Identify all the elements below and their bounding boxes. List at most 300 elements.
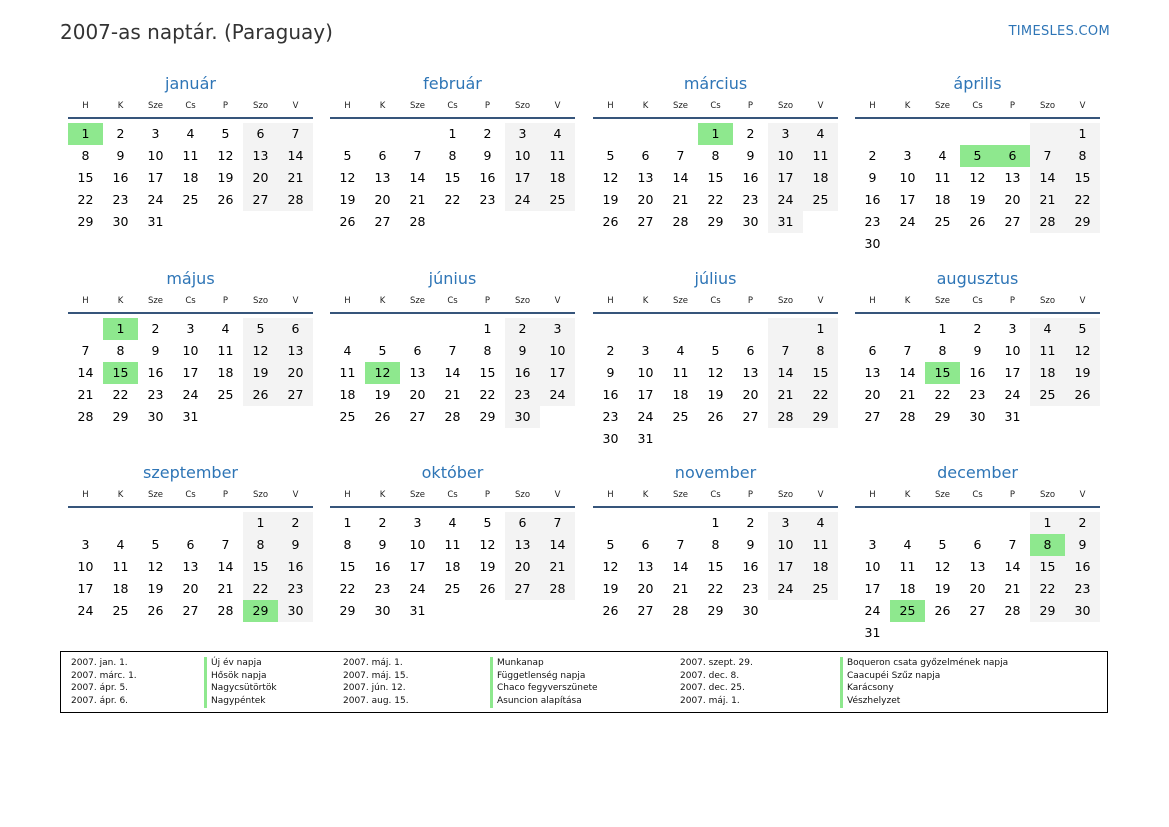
day-cell: 28 — [444, 409, 461, 424]
day-cell: 24 — [505, 189, 540, 211]
day-cell: 13 — [969, 559, 986, 574]
empty-day-cell — [925, 622, 960, 644]
day-cell: 21 — [768, 384, 803, 406]
legend-holiday-name: Nagycsütörtök — [211, 683, 277, 694]
week-row — [330, 340, 575, 362]
day-cell: 13 — [374, 170, 391, 185]
month-block — [330, 73, 575, 233]
day-cell: 19 — [217, 170, 234, 185]
legend-date: 2007. jún. 12. — [343, 683, 406, 694]
day-cell: 3 — [151, 126, 160, 141]
week-row — [855, 145, 1100, 167]
month-block — [593, 268, 838, 450]
day-cell: 22 — [707, 581, 724, 596]
month-block — [593, 73, 838, 233]
empty-day-cell — [400, 318, 435, 340]
day-cell: 28 — [768, 406, 803, 428]
day-cell: 5 — [378, 343, 387, 358]
day-cell: 6 — [186, 537, 195, 552]
day-cell: 29 — [112, 409, 129, 424]
day-cell: 13 — [243, 145, 278, 167]
day-cell: 21 — [540, 556, 575, 578]
day-cell: 29 — [1030, 600, 1065, 622]
day-cell: 23 — [278, 578, 313, 600]
day-cell: 2 — [973, 321, 982, 336]
day-cell: 2 — [1065, 512, 1100, 534]
weekday-label: V — [817, 101, 824, 111]
week-row — [593, 578, 838, 600]
day-cell: 3 — [768, 123, 803, 145]
day-cell: 27 — [637, 603, 654, 618]
day-cell: 28 — [278, 189, 313, 211]
weekday-label: K — [379, 101, 386, 111]
day-cell: 14 — [672, 170, 689, 185]
day-cell: 11 — [672, 365, 689, 380]
day-cell: 25 — [444, 581, 461, 596]
week-row — [68, 189, 313, 211]
day-cell: 27 — [243, 189, 278, 211]
empty-day-cell — [890, 123, 925, 145]
day-cell: 9 — [483, 148, 492, 163]
day-cell: 11 — [803, 145, 838, 167]
day-cell: 26 — [934, 603, 951, 618]
day-cell: 16 — [112, 170, 129, 185]
day-cell: 29 — [803, 406, 838, 428]
weekday-label: Sze — [672, 101, 689, 111]
weekday-label: Sze — [672, 296, 689, 306]
day-cell: 27 — [969, 603, 986, 618]
week-row — [68, 340, 313, 362]
day-cell: 6 — [973, 537, 982, 552]
empty-day-cell — [890, 318, 925, 340]
day-cell: 22 — [243, 578, 278, 600]
day-cell: 23 — [742, 192, 759, 207]
day-cell: 30 — [278, 600, 313, 622]
day-cell: 15 — [444, 170, 461, 185]
month-name: december — [937, 463, 1018, 482]
weekday-label: Cs — [710, 490, 721, 500]
day-cell: 21 — [217, 581, 234, 596]
weekday-label: K — [117, 490, 124, 500]
week-row — [855, 123, 1100, 145]
day-cell: 25 — [1030, 384, 1065, 406]
day-cell: 20 — [505, 556, 540, 578]
day-cell: 28 — [217, 603, 234, 618]
weekday-label: H — [82, 101, 89, 111]
week-row — [855, 578, 1100, 600]
month-name: január — [165, 74, 216, 93]
weekday-label: V — [554, 101, 561, 111]
legend-date: 2007. máj. 15. — [343, 670, 409, 681]
empty-day-cell — [1065, 233, 1100, 255]
day-cell: 28 — [899, 409, 916, 424]
day-cell: 25 — [182, 192, 199, 207]
day-cell: 29 — [934, 409, 951, 424]
holiday-legend — [60, 651, 1108, 713]
day-cell: 1 — [1030, 512, 1065, 534]
empty-day-cell — [663, 123, 698, 145]
day-cell: 4 — [116, 537, 125, 552]
day-cell: 8 — [81, 148, 90, 163]
empty-day-cell — [960, 622, 995, 644]
empty-day-cell — [663, 318, 698, 340]
weekday-label: K — [117, 101, 124, 111]
day-cell: 17 — [899, 192, 916, 207]
day-cell: 24 — [768, 189, 803, 211]
week-row — [593, 384, 838, 406]
empty-day-cell — [768, 318, 803, 340]
day-cell: 29 — [339, 603, 356, 618]
day-cell: 23 — [969, 387, 986, 402]
week-row — [330, 211, 575, 233]
day-cell: 19 — [602, 192, 619, 207]
month-name: április — [953, 74, 1002, 93]
weekday-header — [593, 96, 838, 119]
weekday-label: P — [747, 101, 754, 111]
day-cell: 5 — [606, 537, 615, 552]
day-cell: 15 — [103, 362, 138, 384]
day-cell: 22 — [707, 192, 724, 207]
week-row — [593, 123, 838, 145]
legend-holiday-name: Nagypéntek — [211, 696, 266, 707]
month-block — [593, 462, 838, 622]
day-cell: 25 — [803, 578, 838, 600]
day-cell: 9 — [746, 537, 755, 552]
day-cell: 8 — [1065, 145, 1100, 167]
legend-holiday-name: Új év napja — [211, 658, 262, 668]
day-cell: 7 — [1030, 145, 1065, 167]
day-cell: 22 — [1030, 578, 1065, 600]
day-cell: 8 — [711, 537, 720, 552]
day-cell: 24 — [864, 603, 881, 618]
day-cell: 17 — [540, 362, 575, 384]
day-cell: 3 — [768, 512, 803, 534]
empty-day-cell — [243, 211, 278, 233]
empty-day-cell — [470, 600, 505, 622]
empty-day-cell — [470, 211, 505, 233]
weekday-label: Szo — [252, 296, 269, 306]
week-row — [68, 600, 313, 622]
day-cell: 20 — [374, 192, 391, 207]
month-name: június — [428, 269, 477, 288]
month-name: május — [166, 269, 215, 288]
day-cell: 2 — [868, 148, 877, 163]
weekday-label: P — [1009, 490, 1016, 500]
day-cell: 12 — [243, 340, 278, 362]
month-name: július — [694, 269, 737, 288]
empty-day-cell — [540, 600, 575, 622]
day-cell: 22 — [77, 192, 94, 207]
day-cell: 7 — [540, 512, 575, 534]
day-cell: 23 — [505, 384, 540, 406]
legend-holiday-name: Boqueron csata győzelmének napja — [847, 658, 1009, 668]
day-cell: 26 — [707, 409, 724, 424]
weekday-label: P — [222, 101, 229, 111]
weekday-label: Szo — [252, 101, 269, 111]
day-cell: 6 — [505, 512, 540, 534]
day-cell: 15 — [479, 365, 496, 380]
weekday-label: V — [1079, 296, 1086, 306]
day-cell: 23 — [112, 192, 129, 207]
day-cell: 2 — [116, 126, 125, 141]
day-cell: 21 — [278, 167, 313, 189]
empty-day-cell — [663, 512, 698, 534]
week-row — [593, 167, 838, 189]
day-cell: 22 — [1065, 189, 1100, 211]
week-row — [593, 340, 838, 362]
week-row — [68, 578, 313, 600]
day-cell: 4 — [803, 512, 838, 534]
empty-day-cell — [505, 211, 540, 233]
day-cell: 21 — [409, 192, 426, 207]
day-cell: 25 — [112, 603, 129, 618]
day-cell: 11 — [899, 559, 916, 574]
day-cell: 8 — [483, 343, 492, 358]
weekday-label: H — [344, 296, 351, 306]
day-cell: 19 — [479, 559, 496, 574]
week-row — [68, 534, 313, 556]
weekday-label: V — [554, 296, 561, 306]
legend-holiday-name: Karácsony — [847, 683, 894, 694]
day-cell: 13 — [278, 340, 313, 362]
day-cell: 2 — [505, 318, 540, 340]
day-cell: 27 — [742, 409, 759, 424]
day-cell: 4 — [343, 343, 352, 358]
day-cell: 2 — [278, 512, 313, 534]
day-cell: 14 — [540, 534, 575, 556]
month-block — [68, 462, 313, 622]
week-row — [68, 318, 313, 340]
day-cell: 19 — [969, 192, 986, 207]
day-cell: 2 — [483, 126, 492, 141]
site-link[interactable]: TIMESLES.COM — [1008, 24, 1110, 39]
month-block — [330, 462, 575, 622]
day-cell: 7 — [221, 537, 230, 552]
day-cell: 13 — [742, 365, 759, 380]
day-cell: 4 — [221, 321, 230, 336]
legend-names-col-1 — [204, 657, 277, 708]
day-cell: 17 — [77, 581, 94, 596]
day-cell: 14 — [1004, 559, 1021, 574]
day-cell: 18 — [803, 167, 838, 189]
week-row — [593, 556, 838, 578]
day-cell: 8 — [243, 534, 278, 556]
day-cell: 30 — [112, 214, 129, 229]
month-block — [855, 73, 1100, 255]
day-cell: 6 — [243, 123, 278, 145]
day-cell: 15 — [803, 362, 838, 384]
day-cell: 24 — [540, 384, 575, 406]
day-cell: 15 — [1030, 556, 1065, 578]
day-cell: 22 — [112, 387, 129, 402]
day-cell: 3 — [540, 318, 575, 340]
day-cell: 10 — [899, 170, 916, 185]
day-cell: 17 — [1004, 365, 1021, 380]
day-cell: 27 — [182, 603, 199, 618]
day-cell: 10 — [505, 145, 540, 167]
day-cell: 14 — [768, 362, 803, 384]
day-cell: 3 — [641, 343, 650, 358]
day-cell: 26 — [147, 603, 164, 618]
weekday-label: H — [869, 296, 876, 306]
day-cell: 30 — [374, 603, 391, 618]
weekday-label: P — [484, 490, 491, 500]
day-cell: 25 — [217, 387, 234, 402]
day-cell: 28 — [672, 603, 689, 618]
day-cell: 30 — [864, 236, 881, 251]
week-row — [855, 556, 1100, 578]
empty-day-cell — [698, 318, 733, 340]
day-cell: 9 — [868, 170, 877, 185]
day-cell: 2 — [746, 515, 755, 530]
day-cell: 11 — [540, 145, 575, 167]
day-cell: 25 — [339, 409, 356, 424]
month-name: augusztus — [936, 269, 1019, 288]
day-cell: 12 — [969, 170, 986, 185]
day-cell: 7 — [448, 343, 457, 358]
empty-day-cell — [138, 512, 173, 534]
day-cell: 8 — [343, 537, 352, 552]
weekday-label: Sze — [934, 490, 951, 500]
day-cell: 25 — [890, 600, 925, 622]
day-cell: 1 — [938, 321, 947, 336]
empty-day-cell — [173, 512, 208, 534]
day-cell: 31 — [864, 625, 881, 640]
day-cell: 1 — [711, 515, 720, 530]
day-cell: 31 — [147, 214, 164, 229]
day-cell: 18 — [112, 581, 129, 596]
empty-day-cell — [995, 512, 1030, 534]
day-cell: 27 — [864, 409, 881, 424]
weekday-label: V — [817, 490, 824, 500]
day-cell: 4 — [448, 515, 457, 530]
empty-day-cell — [540, 406, 575, 428]
weekday-label: V — [817, 296, 824, 306]
day-cell: 19 — [243, 362, 278, 384]
empty-day-cell — [733, 318, 768, 340]
weekday-label: Szo — [777, 101, 794, 111]
empty-day-cell — [435, 318, 470, 340]
day-cell: 12 — [602, 559, 619, 574]
empty-day-cell — [593, 512, 628, 534]
day-cell: 1 — [68, 123, 103, 145]
day-cell: 23 — [1065, 578, 1100, 600]
empty-day-cell — [628, 318, 663, 340]
week-row — [330, 534, 575, 556]
weekday-label: Szo — [514, 490, 531, 500]
day-cell: 1 — [698, 123, 733, 145]
day-cell: 8 — [938, 343, 947, 358]
day-cell: 7 — [903, 343, 912, 358]
day-cell: 6 — [378, 148, 387, 163]
day-cell: 7 — [768, 340, 803, 362]
empty-day-cell — [628, 123, 663, 145]
week-row — [330, 384, 575, 406]
weekday-label: H — [869, 101, 876, 111]
day-cell: 16 — [602, 387, 619, 402]
day-cell: 29 — [479, 409, 496, 424]
weekday-label: Sze — [147, 490, 164, 500]
weekday-header — [593, 291, 838, 314]
empty-day-cell — [208, 406, 243, 428]
day-cell: 7 — [676, 537, 685, 552]
week-row — [855, 622, 1100, 644]
day-cell: 12 — [217, 148, 234, 163]
week-row — [330, 123, 575, 145]
week-row — [330, 512, 575, 534]
day-cell: 10 — [637, 365, 654, 380]
weekday-label: Cs — [972, 490, 983, 500]
empty-day-cell — [995, 622, 1030, 644]
day-cell: 26 — [374, 409, 391, 424]
day-cell: 24 — [147, 192, 164, 207]
empty-day-cell — [173, 211, 208, 233]
legend-date: 2007. dec. 8. — [680, 670, 740, 681]
week-row — [855, 362, 1100, 384]
weekday-label: H — [869, 490, 876, 500]
day-cell: 15 — [243, 556, 278, 578]
day-cell: 17 — [864, 581, 881, 596]
day-cell: 2 — [151, 321, 160, 336]
week-row — [68, 406, 313, 428]
week-row — [68, 512, 313, 534]
day-cell: 18 — [540, 167, 575, 189]
week-row — [330, 556, 575, 578]
weekday-label: Szo — [252, 490, 269, 500]
day-cell: 4 — [186, 126, 195, 141]
weekday-label: Szo — [1039, 101, 1056, 111]
empty-day-cell — [1030, 233, 1065, 255]
day-cell: 24 — [899, 214, 916, 229]
day-cell: 6 — [413, 343, 422, 358]
weekday-label: Cs — [185, 296, 196, 306]
day-cell: 4 — [676, 343, 685, 358]
weekday-label: Cs — [447, 101, 458, 111]
weekday-label: K — [117, 296, 124, 306]
day-cell: 31 — [637, 431, 654, 446]
day-cell: 20 — [278, 362, 313, 384]
day-cell: 11 — [1030, 340, 1065, 362]
weekday-label: V — [292, 296, 299, 306]
day-cell: 24 — [409, 581, 426, 596]
empty-day-cell — [68, 512, 103, 534]
empty-day-cell — [855, 512, 890, 534]
week-row — [855, 340, 1100, 362]
day-cell: 18 — [444, 559, 461, 574]
day-cell: 22 — [803, 384, 838, 406]
day-cell: 11 — [217, 343, 234, 358]
day-cell: 9 — [278, 534, 313, 556]
day-cell: 6 — [641, 148, 650, 163]
day-cell: 19 — [602, 581, 619, 596]
day-cell: 28 — [1004, 603, 1021, 618]
day-cell: 30 — [505, 406, 540, 428]
empty-day-cell — [1065, 622, 1100, 644]
day-cell: 12 — [365, 362, 400, 384]
weekday-label: Cs — [710, 101, 721, 111]
weekday-label: P — [1009, 296, 1016, 306]
weekday-header — [68, 96, 313, 119]
day-cell: 20 — [637, 581, 654, 596]
day-cell: 6 — [995, 145, 1030, 167]
day-cell: 16 — [969, 365, 986, 380]
week-row — [330, 189, 575, 211]
month-name: március — [683, 74, 748, 93]
legend-dates-col-2 — [343, 657, 409, 708]
day-cell: 23 — [602, 409, 619, 424]
legend-holiday-name: Caacupéi Szűz napja — [847, 670, 941, 681]
weekday-label: Szo — [514, 101, 531, 111]
